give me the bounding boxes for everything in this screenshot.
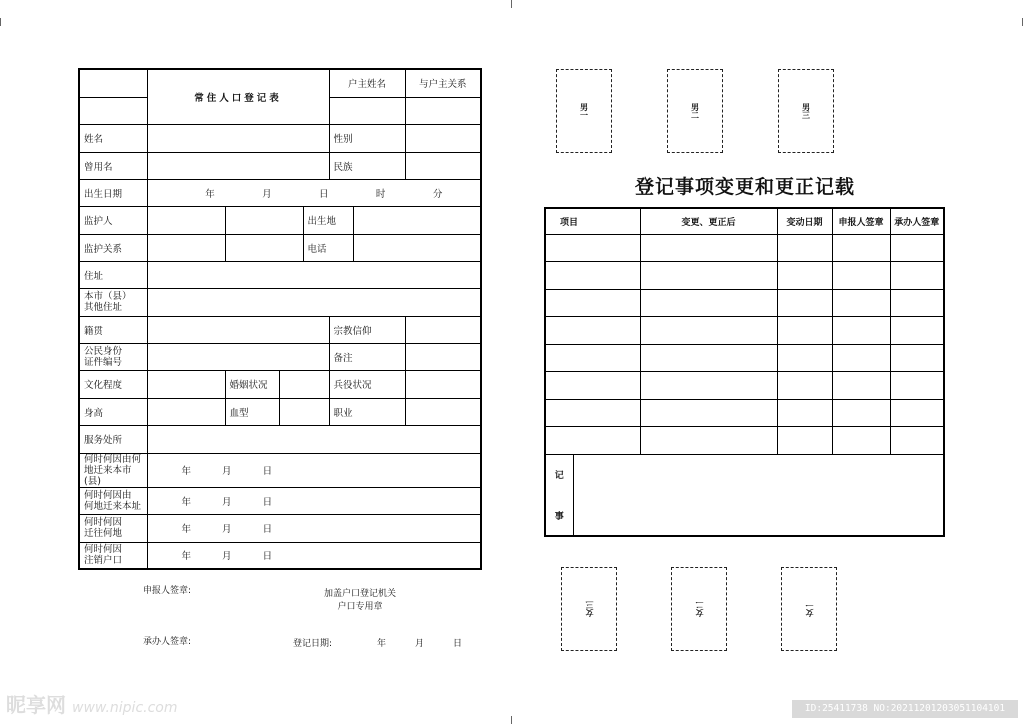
table-cell[interactable] bbox=[890, 399, 944, 426]
table-cell[interactable] bbox=[545, 426, 640, 454]
birth-hour-label: 时 bbox=[375, 188, 386, 200]
month-label: 月 bbox=[222, 524, 232, 535]
table-cell[interactable] bbox=[777, 344, 832, 371]
householder-name-value[interactable] bbox=[329, 97, 405, 124]
table-row bbox=[545, 426, 944, 454]
applicant-signature-label: 申报人签章: bbox=[143, 586, 192, 596]
birth-month-label: 月 bbox=[262, 188, 272, 200]
guardian-value-1[interactable] bbox=[147, 206, 225, 234]
day-label: 日 bbox=[262, 496, 273, 508]
ethnicity-label: 民族 bbox=[329, 152, 405, 179]
birthplace-label: 出生地 bbox=[303, 206, 353, 234]
ethnicity-value[interactable] bbox=[405, 152, 481, 179]
reg-year-label: 年 bbox=[377, 639, 387, 649]
guardian-relation-value-1[interactable] bbox=[147, 234, 225, 261]
table-cell[interactable] bbox=[545, 344, 640, 371]
form-title: 常住人口登记表 bbox=[147, 69, 329, 124]
photo-box-male-1[interactable] bbox=[556, 69, 612, 153]
table-cell[interactable] bbox=[832, 344, 890, 371]
registration-date-label: 登记日期: bbox=[293, 639, 333, 649]
workplace-label: 服务处所 bbox=[79, 425, 147, 453]
table-cell[interactable] bbox=[890, 289, 944, 316]
birth-year-label: 年 bbox=[205, 188, 215, 200]
year-label: 年 bbox=[181, 466, 192, 477]
handler-signature-label: 承办人签章: bbox=[143, 637, 192, 647]
table-row bbox=[545, 261, 944, 289]
birth-date-value[interactable] bbox=[147, 179, 481, 206]
month-label: 月 bbox=[222, 496, 232, 508]
native-place-value[interactable] bbox=[147, 316, 329, 343]
phone-value[interactable] bbox=[353, 234, 481, 261]
photo-box-female-1[interactable] bbox=[781, 567, 837, 651]
photo-corner-cell-top bbox=[79, 69, 147, 97]
table-cell[interactable] bbox=[777, 426, 832, 454]
table-cell[interactable] bbox=[832, 426, 890, 454]
column-header-change-date: 变动日期 bbox=[777, 208, 832, 234]
occupation-value[interactable] bbox=[405, 398, 481, 425]
height-label: 身高 bbox=[79, 398, 147, 425]
table-cell[interactable] bbox=[832, 289, 890, 316]
gender-value[interactable] bbox=[405, 124, 481, 152]
table-row bbox=[545, 316, 944, 344]
table-cell[interactable] bbox=[777, 399, 832, 426]
birth-day-label: 日 bbox=[319, 188, 329, 200]
guardian-value-2[interactable] bbox=[225, 206, 303, 234]
table-row bbox=[545, 234, 944, 261]
table-cell[interactable] bbox=[890, 426, 944, 454]
moved-in-address-value[interactable] bbox=[147, 487, 481, 514]
blood-type-value[interactable] bbox=[279, 398, 329, 425]
name-label: 姓名 bbox=[79, 124, 147, 152]
table-cell[interactable] bbox=[890, 234, 944, 261]
photo-box-female-2[interactable] bbox=[671, 567, 727, 651]
householder-name-label: 户主姓名 bbox=[329, 69, 405, 97]
memo-label bbox=[545, 454, 573, 536]
table-cell[interactable] bbox=[777, 371, 832, 399]
table-cell[interactable] bbox=[545, 289, 640, 316]
table-cell[interactable] bbox=[545, 371, 640, 399]
id-number-value[interactable] bbox=[147, 343, 329, 370]
education-value[interactable] bbox=[147, 370, 225, 398]
gender-label: 性别 bbox=[329, 124, 405, 152]
change-record-table bbox=[544, 207, 945, 537]
table-cell[interactable] bbox=[640, 426, 777, 454]
photo-label-male-3: 男三 bbox=[801, 103, 811, 119]
memo-char-2: 事 bbox=[554, 511, 564, 522]
memo-char-1: 记 bbox=[554, 470, 564, 481]
year-label: 年 bbox=[181, 551, 192, 563]
moved-out-label: 何时何因 迁往何地 bbox=[79, 514, 147, 542]
military-value[interactable] bbox=[405, 370, 481, 398]
address-value[interactable] bbox=[147, 261, 481, 288]
table-row bbox=[545, 371, 944, 399]
column-header-item: 项目 bbox=[545, 208, 640, 234]
site-name: 昵享网 bbox=[6, 693, 66, 717]
photo-box-female-3[interactable] bbox=[561, 567, 617, 651]
other-address-label: 本市（县） 其他住址 bbox=[79, 288, 147, 316]
table-cell[interactable] bbox=[890, 344, 944, 371]
day-label: 日 bbox=[262, 524, 273, 535]
table-cell[interactable] bbox=[545, 399, 640, 426]
table-cell[interactable] bbox=[890, 316, 944, 344]
table-cell[interactable] bbox=[832, 371, 890, 399]
column-header-applicant-sign: 申报人签章 bbox=[832, 208, 890, 234]
education-label: 文化程度 bbox=[79, 370, 147, 398]
address-label: 住址 bbox=[79, 261, 147, 288]
guardian-relation-label: 监护关系 bbox=[79, 234, 147, 261]
table-cell[interactable] bbox=[640, 234, 777, 261]
photo-label-female-1: 女一 bbox=[804, 601, 814, 617]
table-cell[interactable] bbox=[640, 261, 777, 289]
photo-label-female-2: 女二 bbox=[694, 601, 704, 617]
site-url: www.nipic.com bbox=[72, 700, 178, 716]
month-label: 月 bbox=[222, 551, 232, 563]
column-header-changed: 变更、更正后 bbox=[640, 208, 777, 234]
religion-value[interactable] bbox=[405, 316, 481, 343]
photo-box-male-2[interactable] bbox=[667, 69, 723, 153]
reg-day-label: 日 bbox=[453, 639, 463, 649]
table-cell[interactable] bbox=[890, 371, 944, 399]
moved-in-city-value[interactable] bbox=[147, 453, 481, 487]
birth-date-label: 出生日期 bbox=[79, 179, 147, 206]
blood-type-label: 血型 bbox=[225, 398, 279, 425]
day-label: 日 bbox=[262, 551, 273, 563]
table-cell[interactable] bbox=[777, 261, 832, 289]
photo-corner-cell-bottom bbox=[79, 97, 147, 124]
table-cell[interactable] bbox=[832, 261, 890, 289]
table-cell[interactable] bbox=[832, 234, 890, 261]
guardian-relation-value-2[interactable] bbox=[225, 234, 303, 261]
native-place-label: 籍贯 bbox=[79, 316, 147, 343]
guardian-label: 监护人 bbox=[79, 206, 147, 234]
table-row bbox=[545, 399, 944, 426]
table-row bbox=[545, 289, 944, 316]
year-label: 年 bbox=[181, 524, 192, 535]
cancelled-value[interactable] bbox=[147, 542, 481, 569]
table-cell[interactable] bbox=[777, 316, 832, 344]
other-address-value[interactable] bbox=[147, 288, 481, 316]
household-registration-form bbox=[78, 68, 482, 570]
cancelled-label: 何时何因 注销户口 bbox=[79, 542, 147, 569]
moved-out-value[interactable] bbox=[147, 514, 481, 542]
military-label: 兵役状况 bbox=[329, 370, 405, 398]
table-cell[interactable] bbox=[640, 371, 777, 399]
name-value[interactable] bbox=[147, 124, 329, 152]
birth-minute-label: 分 bbox=[432, 188, 443, 200]
table-cell[interactable] bbox=[545, 261, 640, 289]
workplace-value[interactable] bbox=[147, 425, 481, 453]
image-id-badge: ID:25411738 NO:20211201203051104101 bbox=[792, 700, 1018, 718]
birthplace-value[interactable] bbox=[353, 206, 481, 234]
photo-label-male-2: 男二 bbox=[690, 103, 700, 119]
photo-label-male-1: 男一 bbox=[579, 103, 589, 119]
seal-line-1: 加盖户口登记机关 bbox=[323, 589, 396, 599]
marital-label: 婚姻状况 bbox=[225, 370, 279, 398]
table-cell[interactable] bbox=[640, 289, 777, 316]
remarks-value[interactable] bbox=[405, 343, 481, 370]
table-cell[interactable] bbox=[890, 261, 944, 289]
site-watermark bbox=[6, 689, 178, 718]
column-header-handler-sign: 承办人签章 bbox=[890, 208, 944, 234]
month-label: 月 bbox=[222, 466, 232, 477]
registration-seal-note bbox=[300, 588, 420, 614]
change-record-title: 登记事项变更和更正记载 bbox=[634, 176, 855, 198]
relation-value[interactable] bbox=[405, 97, 481, 124]
moved-in-address-label: 何时何因由 何地迁来本址 bbox=[79, 487, 147, 514]
remarks-label: 备注 bbox=[329, 343, 405, 370]
occupation-label: 职业 bbox=[329, 398, 405, 425]
seal-line-2: 户口专用章 bbox=[337, 602, 383, 612]
table-cell[interactable] bbox=[545, 316, 640, 344]
day-label: 日 bbox=[262, 466, 273, 477]
memo-value[interactable] bbox=[573, 454, 944, 536]
table-row bbox=[545, 344, 944, 371]
table-cell[interactable] bbox=[640, 316, 777, 344]
id-number-label: 公民身份 证件编号 bbox=[79, 343, 147, 370]
alias-value[interactable] bbox=[147, 152, 329, 179]
table-cell[interactable] bbox=[777, 234, 832, 261]
moved-in-city-label: 何时何因由何 地迁来本市(县) bbox=[79, 453, 147, 487]
year-label: 年 bbox=[181, 496, 192, 508]
table-cell[interactable] bbox=[777, 289, 832, 316]
table-cell[interactable] bbox=[640, 344, 777, 371]
photo-label-female-3: 女三 bbox=[584, 601, 594, 617]
reg-month-label: 月 bbox=[415, 639, 425, 649]
table-cell[interactable] bbox=[545, 234, 640, 261]
relation-label: 与户主关系 bbox=[405, 69, 481, 97]
alias-label: 曾用名 bbox=[79, 152, 147, 179]
height-value[interactable] bbox=[147, 398, 225, 425]
table-cell[interactable] bbox=[640, 399, 777, 426]
marital-value[interactable] bbox=[279, 370, 329, 398]
table-cell[interactable] bbox=[832, 316, 890, 344]
phone-label: 电话 bbox=[303, 234, 353, 261]
table-cell[interactable] bbox=[832, 399, 890, 426]
religion-label: 宗教信仰 bbox=[329, 316, 405, 343]
photo-box-male-3[interactable] bbox=[778, 69, 834, 153]
